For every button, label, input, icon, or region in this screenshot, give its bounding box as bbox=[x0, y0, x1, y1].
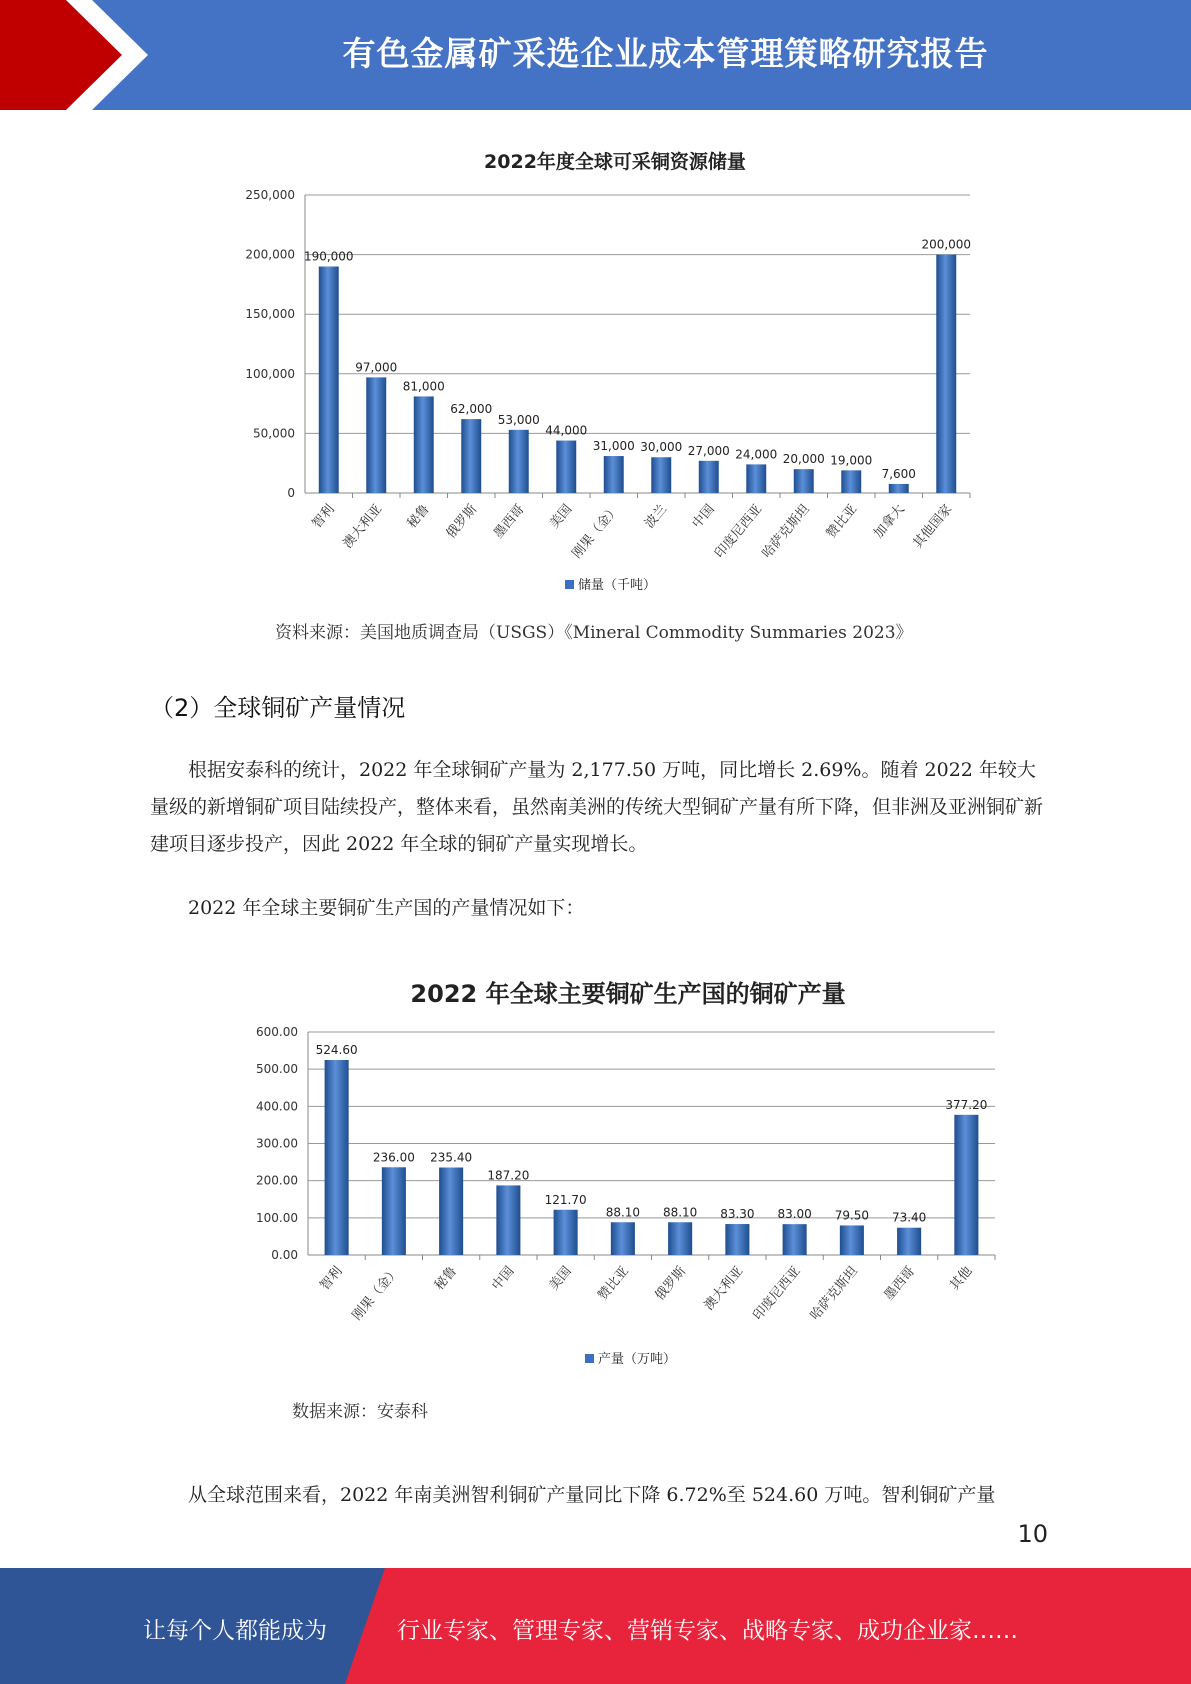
x-tick-label: 墨西哥 bbox=[491, 501, 528, 542]
production-chart bbox=[230, 965, 1020, 1375]
paragraph-production-stats: 根据安泰科的统计，2022 年全球铜矿产量为 2,177.50 万吨，同比增长 2.69%。随着 2022 年较大量级的新增铜矿项目陆续投产，整体来看，虽然南美洲的传统大型铜矿产量有所下降，但非洲及亚洲铜矿新建项目逐步投产，因此 2022 年全球的铜矿产量实现增长。 bbox=[150, 759, 1044, 855]
bar bbox=[604, 456, 624, 493]
data-label: 62,000 bbox=[450, 402, 493, 417]
y-tick-label: 600.00 bbox=[256, 1025, 298, 1039]
y-tick-label: 500.00 bbox=[256, 1062, 298, 1077]
data-label: 200,000 bbox=[921, 237, 972, 252]
chart2-source: 数据来源：安泰科 bbox=[292, 1402, 428, 1422]
data-label: 7,600 bbox=[881, 466, 916, 481]
x-tick-label: 其他 bbox=[947, 1263, 976, 1294]
x-tick-label: 赞比亚 bbox=[823, 501, 861, 542]
chart-title: 2022 年全球主要铜矿生产国的铜矿产量 bbox=[410, 980, 846, 1008]
x-tick-label: 哈萨克斯坦 bbox=[807, 1263, 861, 1324]
header-banner bbox=[0, 0, 1191, 110]
data-label: 44,000 bbox=[545, 423, 588, 438]
bar bbox=[325, 1060, 349, 1255]
footer-slogan-right: 行业专家、管理专家、营销专家、战略专家、成功企业家…… bbox=[397, 1618, 1018, 1644]
x-tick-label: 中国 bbox=[489, 1263, 518, 1294]
x-tick-label: 秘鲁 bbox=[431, 1263, 461, 1294]
data-label: 73.40 bbox=[891, 1210, 927, 1225]
data-label: 83.30 bbox=[720, 1207, 755, 1222]
data-label: 83.00 bbox=[777, 1207, 812, 1222]
x-tick-label: 印度尼西亚 bbox=[750, 1263, 804, 1324]
data-label: 20,000 bbox=[782, 452, 825, 467]
x-tick-label: 俄罗斯 bbox=[652, 1263, 690, 1304]
chart-title: 2022年度全球可采铜资源储量 bbox=[484, 151, 746, 173]
data-label: 19,000 bbox=[830, 453, 873, 468]
data-label: 24,000 bbox=[735, 447, 778, 462]
data-label: 187.20 bbox=[487, 1168, 530, 1183]
x-tick-label: 智利 bbox=[309, 501, 338, 532]
y-tick-label: 50,000 bbox=[253, 426, 295, 441]
legend-label: 储量（千吨） bbox=[578, 578, 657, 593]
y-tick-label: 200,000 bbox=[245, 247, 295, 262]
chart1-source: 资料来源：美国地质调查局（USGS）《Mineral Commodity Summaries 2023》 bbox=[275, 623, 913, 643]
data-label: 236.00 bbox=[372, 1150, 415, 1165]
bar bbox=[783, 1224, 807, 1255]
footer-banner bbox=[0, 1568, 1191, 1684]
data-label: 97,000 bbox=[355, 360, 398, 375]
data-label: 88.10 bbox=[605, 1205, 641, 1220]
bar bbox=[651, 457, 671, 493]
data-label: 53,000 bbox=[497, 412, 540, 427]
reserves-chart bbox=[230, 140, 990, 610]
x-tick-label: 澳大利亚 bbox=[701, 1263, 747, 1314]
x-tick-label: 波兰 bbox=[642, 501, 671, 532]
bar bbox=[382, 1167, 406, 1255]
page-number: 10 bbox=[1017, 1520, 1048, 1548]
x-tick-label: 秘鲁 bbox=[404, 501, 433, 532]
y-tick-label: 0 bbox=[287, 486, 295, 500]
bar bbox=[611, 1222, 635, 1255]
reserves-chart-svg bbox=[230, 140, 990, 610]
x-tick-label: 赞比亚 bbox=[595, 1263, 632, 1304]
data-label: 27,000 bbox=[687, 443, 730, 458]
bar bbox=[509, 430, 529, 493]
x-tick-label: 美国 bbox=[546, 1263, 575, 1294]
data-label: 81,000 bbox=[402, 379, 445, 394]
bar bbox=[366, 377, 386, 493]
paragraph-chile: 从全球范围来看，2022 年南美洲智利铜矿产量同比下降 6.72%至 524.60 万吨。智利铜矿产量 bbox=[188, 1484, 996, 1506]
data-label: 88.10 bbox=[662, 1205, 698, 1220]
bar bbox=[554, 1210, 578, 1255]
bar bbox=[668, 1222, 692, 1255]
x-tick-label: 刚果（金） bbox=[569, 501, 623, 562]
y-tick-label: 0.00 bbox=[271, 1248, 298, 1262]
x-tick-label: 智利 bbox=[317, 1263, 346, 1294]
bar bbox=[954, 1115, 978, 1255]
data-label: 31,000 bbox=[592, 439, 635, 454]
x-tick-label: 澳大利亚 bbox=[340, 501, 386, 552]
bar bbox=[414, 396, 434, 493]
bar bbox=[936, 255, 956, 493]
data-label: 121.70 bbox=[544, 1192, 587, 1207]
footer-slogan-left: 让每个人都能成为 bbox=[143, 1618, 327, 1644]
legend-label: 产量（万吨） bbox=[598, 1352, 677, 1367]
x-tick-label: 美国 bbox=[547, 501, 576, 532]
y-tick-label: 100.00 bbox=[256, 1210, 298, 1225]
y-tick-label: 100,000 bbox=[245, 366, 295, 381]
y-tick-label: 200.00 bbox=[256, 1173, 298, 1188]
bar bbox=[319, 267, 339, 493]
legend-swatch bbox=[585, 1354, 594, 1363]
bar bbox=[496, 1185, 520, 1255]
bar bbox=[461, 419, 481, 493]
x-tick-label: 加拿大 bbox=[871, 501, 908, 542]
bar bbox=[841, 470, 861, 493]
x-tick-label: 其他国家 bbox=[910, 501, 956, 552]
bar bbox=[889, 484, 909, 493]
data-label: 30,000 bbox=[640, 440, 683, 455]
y-tick-label: 400.00 bbox=[256, 1099, 298, 1114]
bar bbox=[725, 1224, 749, 1255]
section-heading: （2）全球铜矿产量情况 bbox=[150, 694, 406, 722]
data-label: 79.50 bbox=[834, 1208, 870, 1223]
bar bbox=[794, 469, 814, 493]
bar bbox=[840, 1225, 864, 1255]
bar bbox=[439, 1168, 463, 1255]
x-tick-label: 俄罗斯 bbox=[443, 501, 481, 542]
x-tick-label: 印度尼西亚 bbox=[712, 501, 766, 562]
bar bbox=[556, 441, 576, 493]
data-label: 190,000 bbox=[303, 249, 354, 264]
header-arrow-shape bbox=[0, 0, 200, 110]
x-tick-label: 墨西哥 bbox=[881, 1263, 919, 1304]
y-tick-label: 300.00 bbox=[256, 1136, 298, 1151]
data-label: 235.40 bbox=[430, 1150, 473, 1165]
x-tick-label: 刚果（金） bbox=[349, 1263, 403, 1324]
data-label: 377.20 bbox=[945, 1097, 988, 1112]
x-tick-label: 哈萨克斯坦 bbox=[759, 501, 813, 562]
x-tick-label: 中国 bbox=[689, 501, 718, 532]
data-label: 524.60 bbox=[315, 1043, 358, 1058]
y-tick-label: 250,000 bbox=[245, 188, 295, 202]
report-title: 有色金属矿采选企业成本管理策略研究报告 bbox=[342, 34, 989, 73]
legend-swatch bbox=[565, 580, 574, 589]
paragraph-intro-chart: 2022 年全球主要铜矿生产国的产量情况如下： bbox=[188, 897, 585, 919]
production-chart-svg bbox=[230, 965, 1020, 1375]
bar bbox=[746, 464, 766, 493]
bar bbox=[897, 1228, 921, 1255]
bar bbox=[699, 461, 719, 493]
y-tick-label: 150,000 bbox=[245, 307, 295, 322]
